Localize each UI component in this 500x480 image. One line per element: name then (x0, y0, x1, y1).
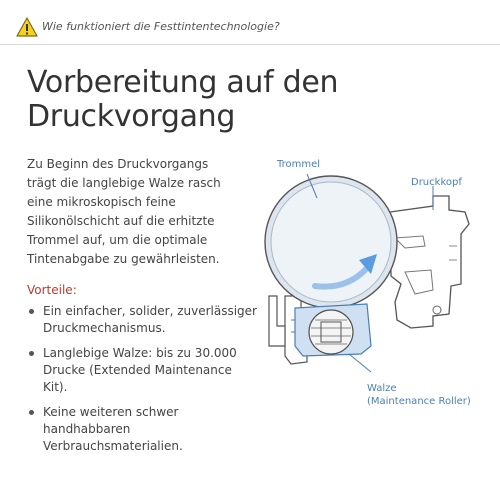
intro-line: Tintenabgabe zu gewährleisten. (27, 252, 220, 266)
intro-line: eine mikroskopisch feine (27, 195, 176, 209)
list-item (27, 303, 257, 337)
bullet-icon (29, 351, 34, 356)
intro-line: trägt die langlebige Walze rasch (27, 176, 221, 190)
top-bar (0, 0, 500, 45)
bullet-icon (29, 309, 34, 314)
list-item-text: Drucke (Extended Maintenance Kit). (43, 363, 232, 394)
intro-line: Silikonölschicht auf die erhitzte (27, 214, 215, 228)
list-item-text: Keine weiteren schwer handhabbaren (43, 405, 179, 436)
advantages-heading: Vorteile: (27, 283, 77, 297)
mechanism-diagram (255, 150, 500, 420)
page-title (27, 66, 338, 134)
intro-line: Trommel auf, um die optimale (27, 233, 208, 247)
list-item (27, 404, 257, 455)
list-item-text: Druckmechanismus. (43, 321, 166, 335)
warning-icon (16, 17, 38, 37)
list-item-text: Ein einfacher, solider, zuverlässiger (43, 304, 257, 318)
intro-line: Zu Beginn des Druckvorgangs (27, 157, 209, 171)
list-item (27, 345, 257, 396)
roller-label (367, 382, 471, 408)
list-item-text: Langlebige Walze: bis zu 30.000 (43, 346, 237, 360)
intro-paragraph (27, 155, 252, 269)
roller-shape (309, 310, 353, 354)
help-question-link[interactable]: Wie funktioniert die Festtintentechnologie? (42, 20, 280, 33)
page-title-line-1: Vorbereitung auf den (27, 65, 339, 100)
roller-label-line-2: (Maintenance Roller) (367, 396, 471, 407)
drum-label: Trommel (277, 159, 321, 170)
bullet-icon (29, 410, 34, 415)
advantages-list (27, 303, 257, 463)
page-title-line-2: Druckvorgang (27, 99, 236, 134)
printer-mechanism-illustration (255, 150, 500, 420)
printhead-label: Druckkopf (411, 177, 462, 188)
roller-pointer (349, 354, 371, 372)
roller-label-line-1: Walze (367, 383, 397, 394)
list-item-text: Verbrauchsmaterialien. (43, 439, 183, 453)
printhead-shape (390, 196, 469, 328)
